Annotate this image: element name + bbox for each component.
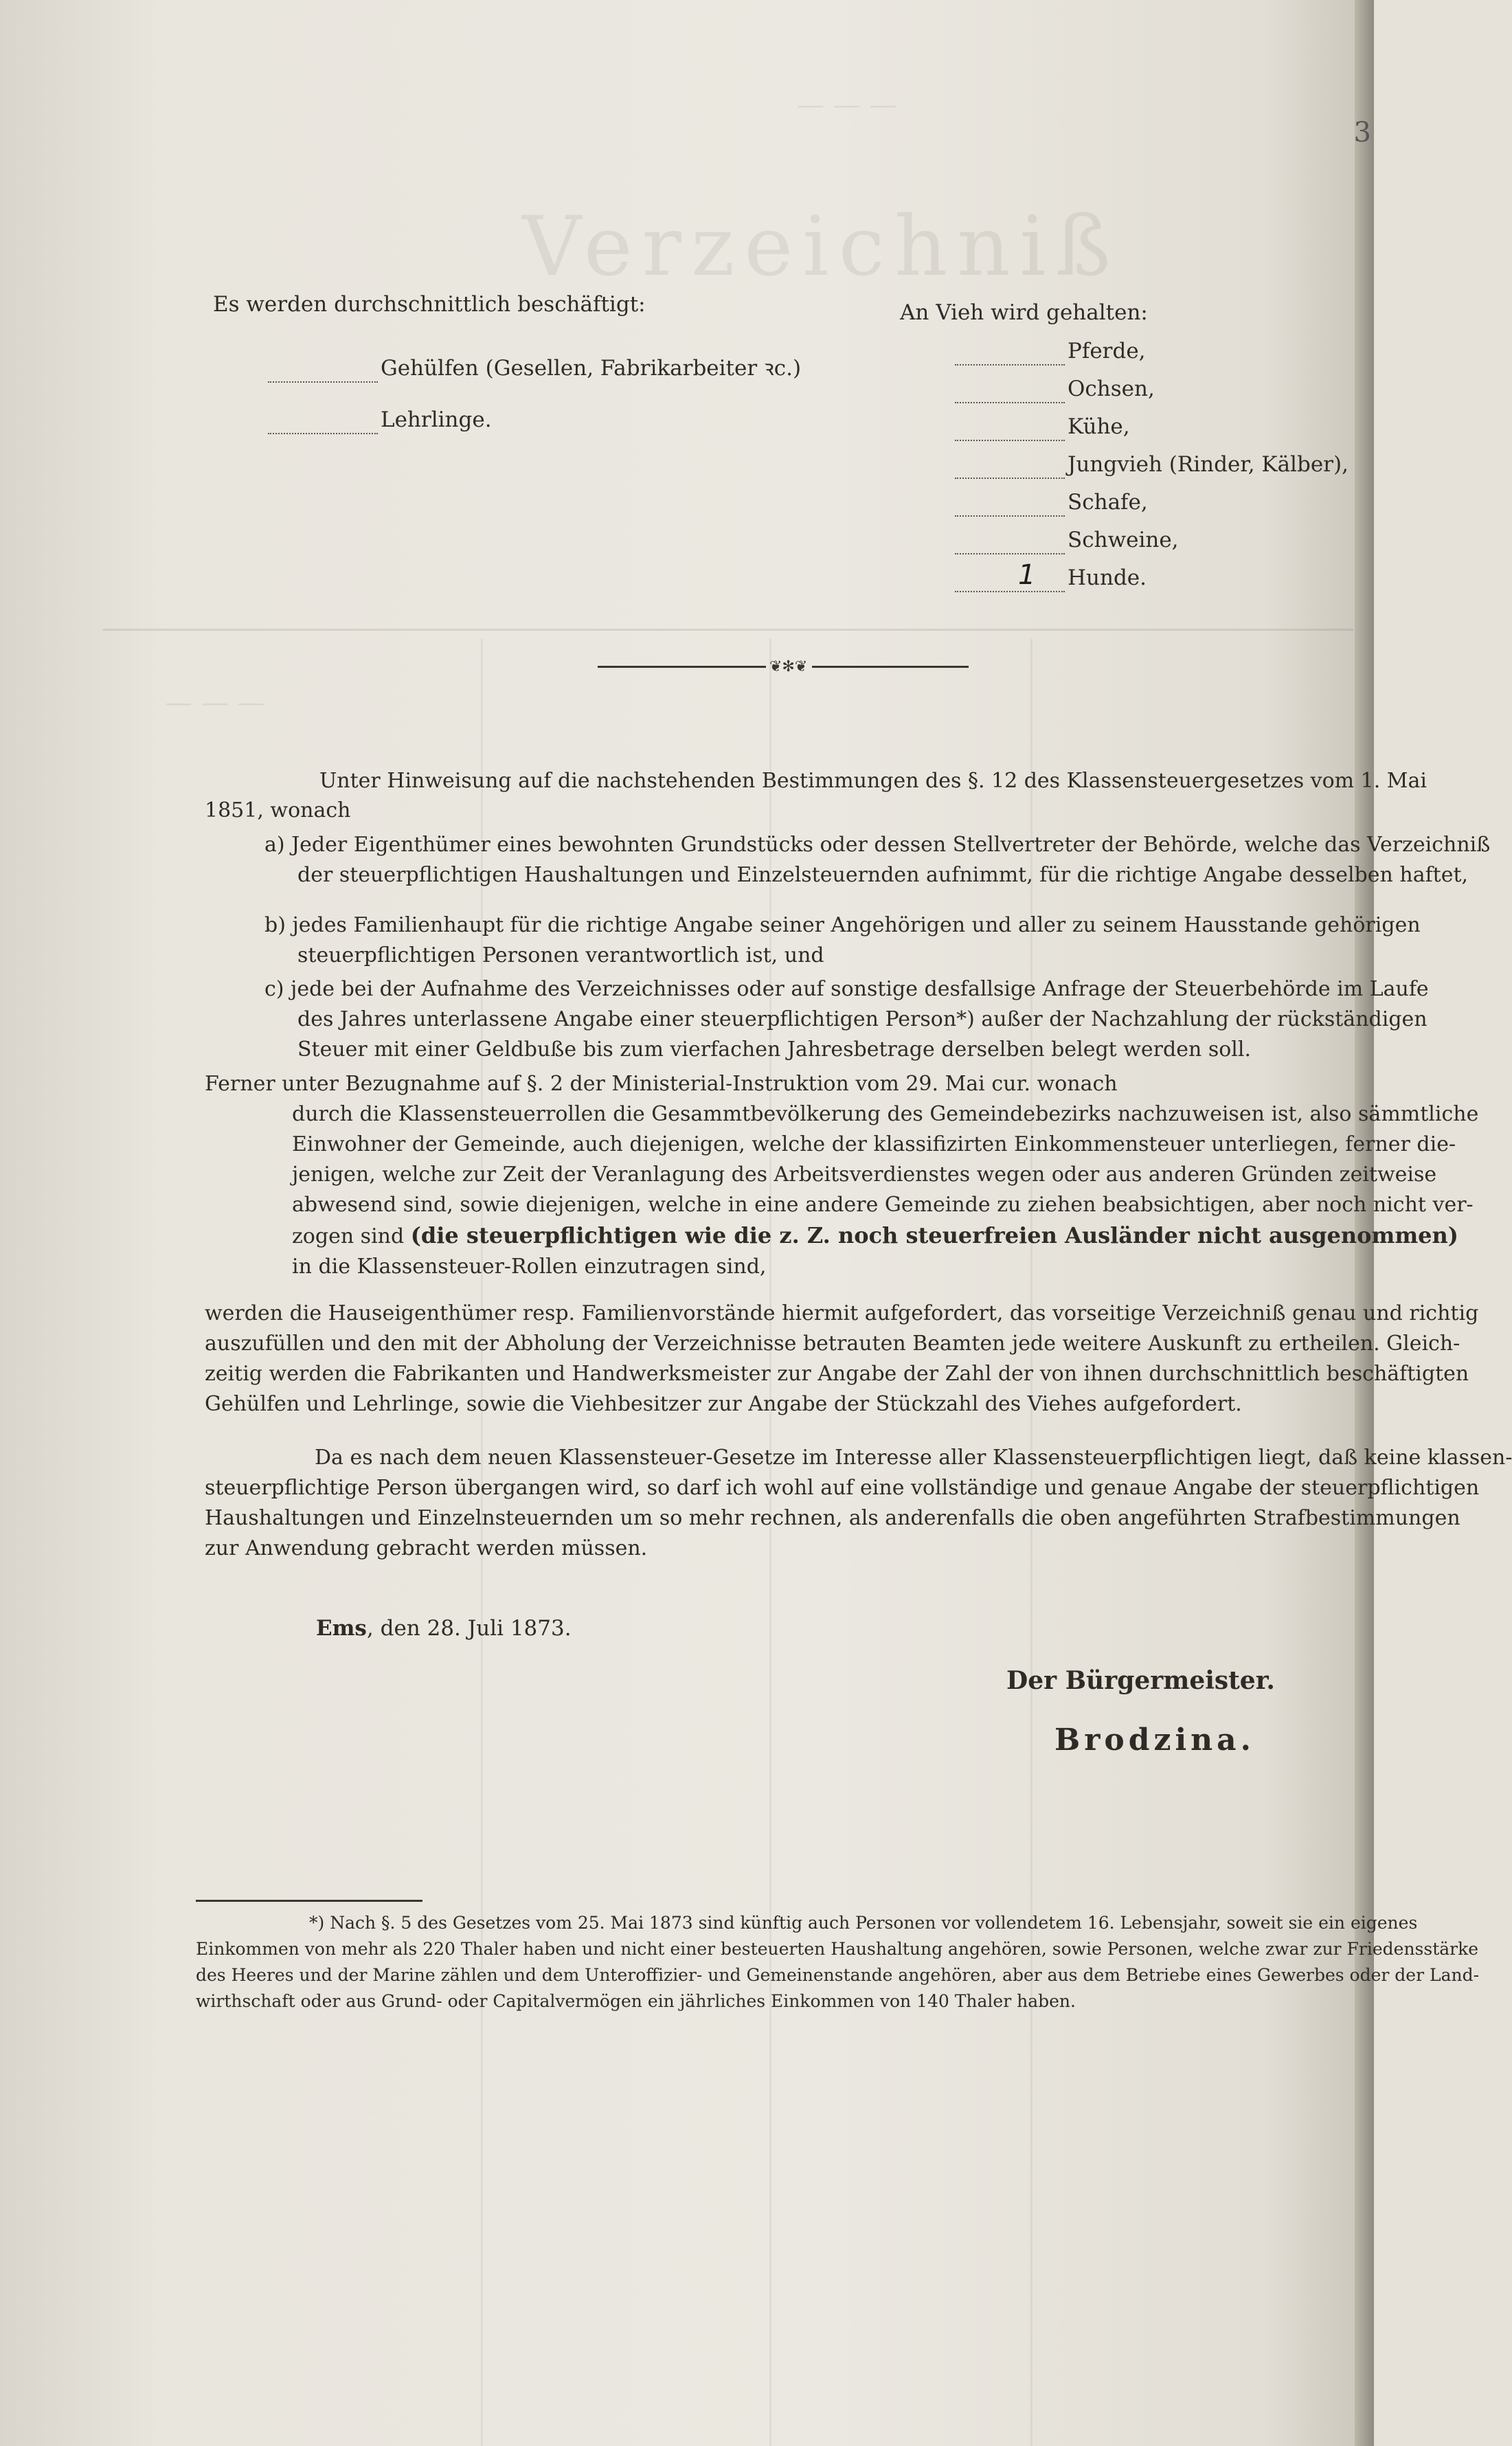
bleed-through-row-line (103, 629, 1353, 631)
livestock-row-oxen: Ochsen, (955, 377, 1155, 403)
handwritten-value: 1 (1018, 559, 1036, 591)
blank-field (955, 559, 1065, 592)
blank-field (268, 356, 378, 383)
intro-line-1: Unter Hinweisung auf die nachstehenden Bestimmungen des §. 12 des Klassensteuergesetzes vom 1. Mai (319, 769, 1428, 793)
livestock-row-sheep: Schafe, (955, 490, 1148, 517)
blank-field (955, 528, 1065, 554)
divider-ornament: ❦✻❦ (769, 658, 808, 675)
provision-a: a) Jeder Eigenthümer eines bewohnten Grundstücks oder dessen Stellvertreter der Behörde, welche das Verzeichniß der steuerpflichtigen Haushaltungen und Einzelsteuernden aufnimmt, für die richtige Angabe desselben haftet, (264, 833, 1491, 887)
intro-line-2: 1851, wonach (205, 798, 351, 822)
place-date: Ems, den 28. Juli 1873. (316, 1616, 572, 1641)
blank-field (955, 339, 1065, 366)
livestock-row-dogs: 1 Hunde. (955, 565, 1147, 592)
closing-paragraph: Da es nach dem neuen Klassensteuer-Gesetze im Interesse aller Klassensteuerpflichtigen liegt, daß keine klassen- steuerpflichtige Person übergangen wird, so darf ich wohl auf eine vollständige und genaue Angabe der steuerpflichtigen Haushaltungen und Einzelnsteuernden um so mehr rechnen, als anderenfalls die oben angeführten Strafbestimmungen zur Anwendung gebracht werden müssen. (205, 1446, 1512, 1560)
employees-row-apprentices: Lehrlinge. (268, 407, 492, 434)
livestock-row-young-cattle: Jungvieh (Rinder, Kälber), (955, 452, 1349, 479)
divider-rule-right (812, 666, 969, 668)
divider-rule-left (598, 666, 766, 668)
livestock-row-cows: Kühe, (955, 414, 1130, 441)
order-paragraph: werden die Hauseigenthümer resp. Familienvorstände hiermit aufgefordert, das vorseitige Verzeichniß genau und richtig auszufüllen und den mit der Abholung der Verzeichnisse betrauten Beamten jede weitere Auskunft zu ertheilen. Gleich- zeitig werden die Fabrikanten und Handwerksmeister zur Angabe der Zahl der von ihnen durchschnittlich beschäftigten Gehülfen und Lehrlinge, sowie die Viehbesitzer zur Angabe der Stückzahl des Viehes aufgefordert. (205, 1301, 1479, 1416)
bleed-through-text: — — — (165, 687, 265, 719)
bleed-through-title: Verzeichniß (522, 199, 1120, 295)
page-edge-number: 3 (1353, 117, 1371, 148)
signature-name: Brodzina. (1054, 1723, 1256, 1758)
employees-heading: Es werden durchschnittlich beschäftigt: (213, 292, 646, 317)
place-name: Ems (316, 1616, 367, 1641)
blank-field (268, 407, 378, 434)
footnote-rule (196, 1900, 422, 1902)
livestock-row-pigs: Schweine, (955, 528, 1179, 554)
signature-title: Der Bürgermeister. (1006, 1666, 1275, 1695)
employees-row-assistants: Gehülfen (Gesellen, Fabrikarbeiter ꝛc.) (268, 356, 801, 383)
ornamental-divider (598, 658, 969, 675)
livestock-heading: An Vieh wird gehalten: (900, 300, 1148, 325)
livestock-row-horses: Pferde, (955, 339, 1146, 366)
ministerial-bold-line: zogen sind (die steuerpflichtigen wie die z. Z. noch steuerfreien Ausländer nicht ausgenommen) (292, 1222, 1458, 1248)
footnote: *) Nach §. 5 des Gesetzes vom 25. Mai 1873 sind künftig auch Personen vor vollendetem 16. Lebensjahr, soweit sie ein eigenes Einkommen von mehr als 220 Thaler haben und nicht einer besteuerten Haushaltung angehören, sowie Personen, welche zwar zur Friedensstärke des Heeres und der Marine zählen und dem Unteroffizier- und Gemeinenstande angehören, aber aus dem Betriebe eines Gewerbes oder der Land- wirthschaft oder aus Grund- oder Capitalvermögen ein jährliches Einkommen von 140 Thaler haben. (196, 1913, 1480, 2011)
provision-b: b) jedes Familienhaupt für die richtige Angabe seiner Angehörigen und aller zu seinem Hausstande gehörigen steuerpflichtigen Personen verantwortlich ist, und (264, 913, 1421, 967)
blank-field (955, 414, 1065, 441)
blank-field (955, 452, 1065, 479)
blank-field (955, 490, 1065, 517)
ministerial-quote: durch die Klassensteuerrollen die Gesammtbevölkerung des Gemeindebezirks nachzuweisen ist, also sämmtliche Einwohner der Gemeinde, auch diejenigen, welche der klassifizirten Einkommensteuer unterliegen, ferner die- jenigen, welche zur Zeit der Veranlagung des Arbeitsverdienstes wegen oder aus anderen Gründen zeitweise abwesend sind, sowie diejenigen, welche in eine andere Gemeinde zu ziehen beabsichtigen, aber noch nicht ver- zogen sind (die steuerpflichtigen wie die z. Z. noch steuerfreien Ausländer nicht ausgenommen) in die Klassensteuer-Rollen einzutragen sind, (292, 1102, 1479, 1279)
ferner-line: Ferner unter Bezugnahme auf §. 2 der Ministerial-Instruktion vom 29. Mai cur. wonach (205, 1072, 1118, 1096)
emphasis-foreigners: (die steuerpflichtigen wie die z. Z. noch steuerfreien Ausländer nicht ausgenommen) (410, 1222, 1458, 1248)
blank-field (955, 377, 1065, 403)
provision-c: c) jede bei der Aufnahme des Verzeichnisses oder auf sonstige desfallsige Anfrage der Steuerbehörde im Laufe des Jahres unterlassene Angabe einer steuerpflichtigen Person*) außer der Nachzahlung der rückständigen Steuer mit einer Geldbuße bis zum vierfachen Jahresbetrage derselben belegt werden soll. (264, 977, 1429, 1062)
bleed-through-text: — — — (797, 89, 897, 121)
